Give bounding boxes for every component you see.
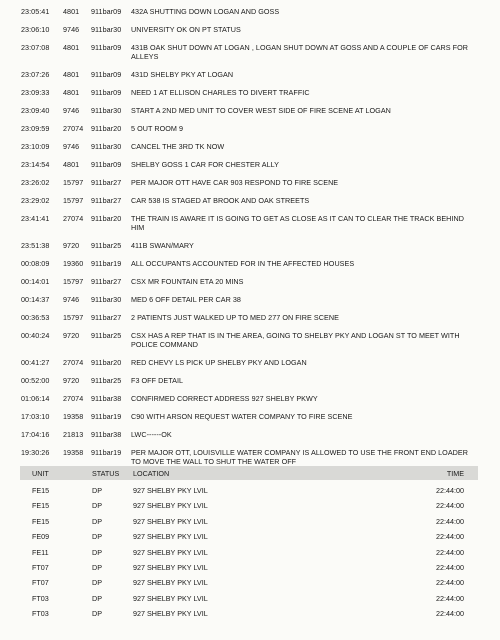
log-console: 911bar09 <box>91 88 122 97</box>
cell-time: 22:44:00 <box>436 562 464 572</box>
cell-location: 927 SHELBY PKY LVIL <box>133 547 208 557</box>
log-text: MED 6 OFF DETAIL PER CAR 38 <box>131 295 241 304</box>
log-text: CAR 538 IS STAGED AT BROOK AND OAK STREETS <box>131 196 310 205</box>
log-entry <box>0 372 500 390</box>
log-time: 23:05:41 <box>21 7 50 16</box>
log-console: 911bar09 <box>91 7 122 16</box>
table-row <box>20 575 478 590</box>
log-console: 911bar19 <box>91 412 122 421</box>
log-operator-id: 27074 <box>63 214 84 223</box>
cell-time: 22:44:00 <box>436 593 464 603</box>
cell-status: DP <box>92 547 102 557</box>
log-text: NEED 1 AT ELLISON CHARLES TO DIVERT TRAFFIC <box>131 88 310 97</box>
log-time: 23:09:33 <box>21 88 50 97</box>
log-operator-id: 19358 <box>63 412 84 421</box>
log-time: 00:40:24 <box>21 331 50 340</box>
log-operator-id: 27074 <box>63 394 84 403</box>
cell-time: 22:44:00 <box>436 501 464 511</box>
log-operator-id: 4801 <box>63 43 80 52</box>
cell-unit: FT03 <box>32 593 49 603</box>
table-row <box>20 483 478 498</box>
log-operator-id: 21813 <box>63 430 84 439</box>
cell-location: 927 SHELBY PKY LVIL <box>133 593 208 603</box>
log-time: 00:36:53 <box>21 313 50 322</box>
log-operator-id: 15797 <box>63 178 84 187</box>
cell-unit: FE15 <box>32 486 50 495</box>
log-text: CSX HAS A REP THAT IS IN THE AREA, GOING TO SHELBY PKY AND LOGAN ST TO MEET WITH POLICE COMMAND <box>131 331 460 349</box>
cell-location: 927 SHELBY PKY LVIL <box>133 516 208 526</box>
log-operator-id: 27074 <box>63 358 84 367</box>
log-operator-id: 4801 <box>63 160 80 169</box>
cell-unit: FT07 <box>32 562 49 572</box>
cell-unit: FE15 <box>32 516 50 526</box>
cell-location: 927 SHELBY PKY LVIL <box>133 486 208 495</box>
log-console: 911bar19 <box>91 448 122 457</box>
log-time: 00:08:09 <box>21 259 50 268</box>
cell-status: DP <box>92 562 102 572</box>
log-entry <box>0 138 500 156</box>
log-time: 00:52:00 <box>21 376 50 385</box>
cell-time: 22:44:00 <box>436 516 464 526</box>
log-text: SHELBY GOSS 1 CAR FOR CHESTER ALLY <box>131 160 280 169</box>
log-entry <box>0 408 500 426</box>
cell-unit: FT07 <box>32 578 49 588</box>
log-entry <box>0 327 500 354</box>
log-time: 23:09:40 <box>21 106 50 115</box>
log-entry <box>0 174 500 192</box>
log-time: 23:07:08 <box>21 43 50 52</box>
log-console: 911bar19 <box>91 259 122 268</box>
log-operator-id: 19360 <box>63 259 84 268</box>
log-entry <box>0 156 500 174</box>
log-operator-id: 15797 <box>63 196 84 205</box>
log-operator-id: 9746 <box>63 142 80 151</box>
log-entry <box>0 66 500 84</box>
cell-unit: FT03 <box>32 609 49 619</box>
cell-time: 22:44:00 <box>436 547 464 557</box>
cell-location: 927 SHELBY PKY LVIL <box>133 532 208 542</box>
log-console: 911bar09 <box>91 160 122 169</box>
cell-location: 927 SHELBY PKY LVIL <box>133 609 208 619</box>
table-row <box>20 591 478 606</box>
cell-unit: FE11 <box>32 547 49 557</box>
table-row <box>20 498 478 513</box>
log-entry <box>0 192 500 210</box>
log-console: 911bar25 <box>91 331 122 340</box>
log-time: 23:41:41 <box>21 214 50 223</box>
table-row <box>20 529 478 544</box>
log-operator-id: 19358 <box>63 448 84 457</box>
log-entry <box>0 426 500 444</box>
log-operator-id: 9720 <box>63 376 80 385</box>
log-entry <box>0 210 500 237</box>
log-time: 23:26:02 <box>21 178 50 187</box>
incident-log <box>0 3 500 471</box>
log-text: UNIVERSITY OK ON PT STATUS <box>131 25 241 34</box>
log-console: 911bar27 <box>91 178 122 187</box>
log-console: 911bar30 <box>91 295 122 304</box>
log-entry <box>0 390 500 408</box>
log-time: 23:14:54 <box>21 160 50 169</box>
log-text: 432A SHUTTING DOWN LOGAN AND GOSS <box>131 7 280 16</box>
log-console: 911bar20 <box>91 124 122 133</box>
log-console: 911bar20 <box>91 214 122 223</box>
cell-location: 927 SHELBY PKY LVIL <box>133 562 208 572</box>
log-text: LWC------OK <box>131 430 172 439</box>
log-entry <box>0 291 500 309</box>
cell-status: DP <box>92 532 102 542</box>
log-time: 19:30:26 <box>21 448 50 457</box>
log-operator-id: 9746 <box>63 295 80 304</box>
log-entry <box>0 120 500 138</box>
log-operator-id: 15797 <box>63 313 84 322</box>
log-text: CSX MR FOUNTAIN ETA 20 MINS <box>131 277 244 286</box>
log-text: PER MAJOR OTT, LOUISVILLE WATER COMPANY IS ALLOWED TO USE THE FRONT END LOADER TO MOVE THE WALL TO SHUT THE WATER OFF <box>131 448 468 466</box>
log-console: 911bar30 <box>91 106 122 115</box>
log-time: 17:03:10 <box>21 412 50 421</box>
log-entry <box>0 3 500 21</box>
log-time: 01:06:14 <box>21 394 50 403</box>
cell-location: 927 SHELBY PKY LVIL <box>133 501 208 511</box>
cell-status: DP <box>92 578 102 588</box>
units-table <box>20 483 478 622</box>
cell-time: 22:44:00 <box>436 486 464 495</box>
log-text: 431B OAK SHUT DOWN AT LOGAN , LOGAN SHUT DOWN AT GOSS AND A COUPLE OF CARS FOR ALLEYS <box>131 43 468 61</box>
table-row <box>20 560 478 575</box>
cell-status: DP <box>92 486 102 495</box>
log-entry <box>0 255 500 273</box>
log-text: 2 PATIENTS JUST WALKED UP TO MED 277 ON FIRE SCENE <box>131 313 339 322</box>
cell-time: 22:44:00 <box>436 532 464 542</box>
cell-status: DP <box>92 609 102 619</box>
cell-time: 22:44:00 <box>436 609 464 619</box>
log-entry <box>0 102 500 120</box>
log-entry <box>0 84 500 102</box>
cell-time: 22:44:00 <box>436 578 464 588</box>
log-time: 23:51:38 <box>21 241 50 250</box>
cell-unit: FE15 <box>32 501 50 511</box>
header-location: LOCATION <box>133 469 170 478</box>
log-console: 911bar27 <box>91 196 122 205</box>
log-text: CANCEL THE 3RD TK NOW <box>131 142 225 151</box>
log-entry <box>0 237 500 255</box>
log-operator-id: 9720 <box>63 331 80 340</box>
log-console: 911bar09 <box>91 43 122 52</box>
log-text: C90 WITH ARSON REQUEST WATER COMPANY TO FIRE SCENE <box>131 412 353 421</box>
log-entry <box>0 309 500 327</box>
log-entry <box>0 39 500 66</box>
log-text: F3 OFF DETAIL <box>131 376 184 385</box>
log-time: 23:09:59 <box>21 124 50 133</box>
log-operator-id: 4801 <box>63 70 80 79</box>
log-console: 911bar09 <box>91 70 122 79</box>
log-operator-id: 9720 <box>63 241 80 250</box>
header-time: TIME <box>446 469 464 478</box>
cell-status: DP <box>92 516 102 526</box>
log-entry <box>0 21 500 39</box>
log-console: 911bar25 <box>91 376 122 385</box>
cell-status: DP <box>92 593 102 603</box>
cell-status: DP <box>92 501 102 511</box>
log-text: CONFIRMED CORRECT ADDRESS 927 SHELBY PKWY <box>131 394 318 403</box>
log-console: 911bar30 <box>91 25 122 34</box>
log-operator-id: 9746 <box>63 106 80 115</box>
log-time: 17:04:16 <box>21 430 50 439</box>
log-entry <box>0 354 500 372</box>
log-entry <box>0 273 500 291</box>
log-text: ALL OCCUPANTS ACCOUNTED FOR IN THE AFFECTED HOUSES <box>131 259 355 268</box>
table-row <box>20 514 478 529</box>
units-table-header <box>20 466 478 480</box>
log-text: 5 OUT ROOM 9 <box>131 124 183 133</box>
header-unit: UNIT <box>32 469 49 478</box>
log-text: RED CHEVY LS PICK UP SHELBY PKY AND LOGAN <box>131 358 307 367</box>
log-operator-id: 27074 <box>63 124 84 133</box>
log-time: 23:07:26 <box>21 70 50 79</box>
table-row <box>20 606 478 621</box>
log-console: 911bar27 <box>91 313 122 322</box>
log-time: 23:29:02 <box>21 196 50 205</box>
log-text: 411B SWAN/MARY <box>131 241 194 250</box>
log-time: 00:41:27 <box>21 358 50 367</box>
log-operator-id: 15797 <box>63 277 84 286</box>
log-operator-id: 9746 <box>63 25 80 34</box>
table-row <box>20 545 478 560</box>
log-operator-id: 4801 <box>63 88 80 97</box>
log-time: 23:10:09 <box>21 142 50 151</box>
header-status: STATUS <box>92 469 120 478</box>
log-operator-id: 4801 <box>63 7 80 16</box>
log-time: 00:14:37 <box>21 295 50 304</box>
log-text: 431D SHELBY PKY AT LOGAN <box>131 70 234 79</box>
log-text: START A 2ND MED UNIT TO COVER WEST SIDE OF FIRE SCENE AT LOGAN <box>131 106 391 115</box>
log-console: 911bar20 <box>91 358 122 367</box>
log-console: 911bar38 <box>91 394 122 403</box>
log-console: 911bar38 <box>91 430 122 439</box>
log-text: PER MAJOR OTT HAVE CAR 903 RESPOND TO FIRE SCENE <box>131 178 339 187</box>
log-time: 23:06:10 <box>21 25 50 34</box>
cell-location: 927 SHELBY PKY LVIL <box>133 578 208 588</box>
log-console: 911bar30 <box>91 142 122 151</box>
log-text: THE TRAIN IS AWARE IT IS GOING TO GET AS CLOSE AS IT CAN TO CLEAR THE TRACK BEHIND HIM <box>131 214 464 232</box>
log-console: 911bar25 <box>91 241 122 250</box>
log-time: 00:14:01 <box>21 277 50 286</box>
cell-unit: FE09 <box>32 532 50 542</box>
log-console: 911bar27 <box>91 277 122 286</box>
